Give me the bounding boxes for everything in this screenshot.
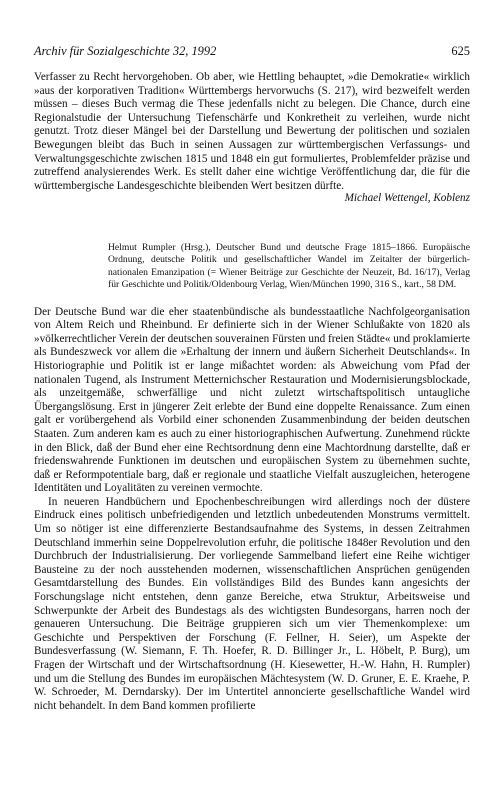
intro-paragraph: Verfasser zu Recht hervorgehoben. Ob aber, wie Hettling behauptet, »die Demokratie« wirklich »aus der korporativen Tradition« Württembergs hervorwuchs (S. 217), wird bezweifelt werden müssen – dieses Buch vermag die These jedenfalls nicht zu belegen. Die Chance, durch eine Regionalstudie der Untersuchung Tiefenschärfe und Konkretheit zu verleihen, wurde nicht genutzt. Trotz dieser Mängel bei der Darstellung und Bewertung der politischen und sozialen Bewegungen bleibt das Buch in seinen Aussagen zur württembergischen Verfassungs- und Verwaltungsgeschichte zwischen 1815 und 1848 ein gut formuliertes, Problemfelder präzise und zutreffend analysierendes Werk. Es stellt daher eine wichtige Veröffentlichung dar, die für die württembergische Landesgeschichte bleibenden Wert besitzen dürfte. [34, 71, 470, 192]
running-header [34, 44, 470, 59]
page-number: 625 [451, 44, 470, 58]
body-paragraph-1: Der Deutsche Bund war die eher staatenbündische als bundesstaatliche Nachfolgeorganisation von Altem Reich und Rheinbund. Er definierte sich in der Wiener Schlußakte von 1820 als »völkerrechtlicher Verein der deutschen souverainen Fürsten und freien Städte« und proklamierte als Bundeszweck vor allem die »Erhaltung der innern und äußern Sicherheit Deutschlands«. In Historiographie und Politik ist er lange mißachtet worden: als Abweichung vom Pfad der nationalen Tugend, als Instrument Metternichscher Restauration und Modernisierungsblockade, als unzeitgemäße, schwerfällige und nicht zuletzt wirtschaftspolitisch untaugliche Übergangslösung. Erst in jüngerer Zeit erlebte der Bund eine doppelte Renaissance. Zum einen galt er vorübergehend als Vorbild einer schonenden Zusammenbindung der beiden deutschen Staaten. Zum anderen kam es auch zu einer historiographischen Aufwertung. Zunehmend rückte in den Blick, daß der Bund eher eine Rechtsordnung denn eine Machtordnung darstellte, daß er friedenswahrende Funktionen im deutschen und europäischen System zu übernehmen suchte, daß er Reformpotentiale barg, daß er regionale und staatliche Vielfalt auszugleichen, heterogene Identitäten und Loyalitäten zu vereinen vermochte. [34, 305, 470, 495]
review-citation: Helmut Rumpler (Hrsg.), Deutscher Bund und deutsche Frage 1815–1866. Europäische Ordnung, deutsche Politik und gesellschaftlicher Wandel im Zeitalter der bürgerlich-nationalen Emanzipation (= Wiener Beiträge zur Geschichte der Neuzeit, Bd. 16/17), Verlag für Geschichte und Politik/Oldenbourg Verlag, Wien/München 1990, 316 S., kart., 58 DM. [108, 241, 470, 291]
journal-title: Archiv für Sozialgeschichte 32, 1992 [34, 44, 217, 58]
body-paragraph-2: In neueren Handbüchern und Epochenbeschreibungen wird allerdings noch der düstere Eindruck eines politisch unbefriedigenden und letztlich unbedeutenden Monstrums vermittelt. Um so nötiger ist eine differenzierte Bestandsaufnahme des Systems, in dessen Zeitrahmen Deutschland immerhin seine Doppelrevolution erfuhr, die politische 1848er Revolution und den Durchbruch der Industrialisierung. Der vorliegende Sammelband liefert eine Reihe wichtiger Bausteine zu der noch ausstehenden modernen, wissenschaftlichen Ansprüchen genügenden Gesamtdarstellung des Bundes. Ein vollständiges Bild des Bundes kann angesichts der Forschungslage nicht entstehen, denn ganze Bereiche, etwa Struktur, Arbeitsweise und Schwerpunkte der Arbeit des Bundestags als des wichtigsten Bundesorgans, harren noch der genaueren Untersuchung. Die Beiträge gruppieren sich um vier Themenkomplexe: um Geschichte und Perspektiven der Forschung (F. Fellner, H. Seier), um Aspekte der Bundesverfassung (W. Siemann, F. Th. Hoefer, R. D. Billinger Jr., L. Höbelt, P. Burg), um Fragen der Wirtschaft und der Wirtschaftsordnung (H. Kiesewetter, H.-W. Hahn, H. Rumpler) und um die Stellung des Bundes im europäischen Mächtesystem (W. D. Gruner, E. E. Kraehe, P. W. Schroeder, M. Derndarsky). Der im Untertitel annoncierte gesellschaftliche Wandel wird nicht behandelt. In dem Band kommen profilierte [34, 495, 470, 712]
reviewer-signature: Michael Wettengel, Koblenz [344, 192, 470, 205]
